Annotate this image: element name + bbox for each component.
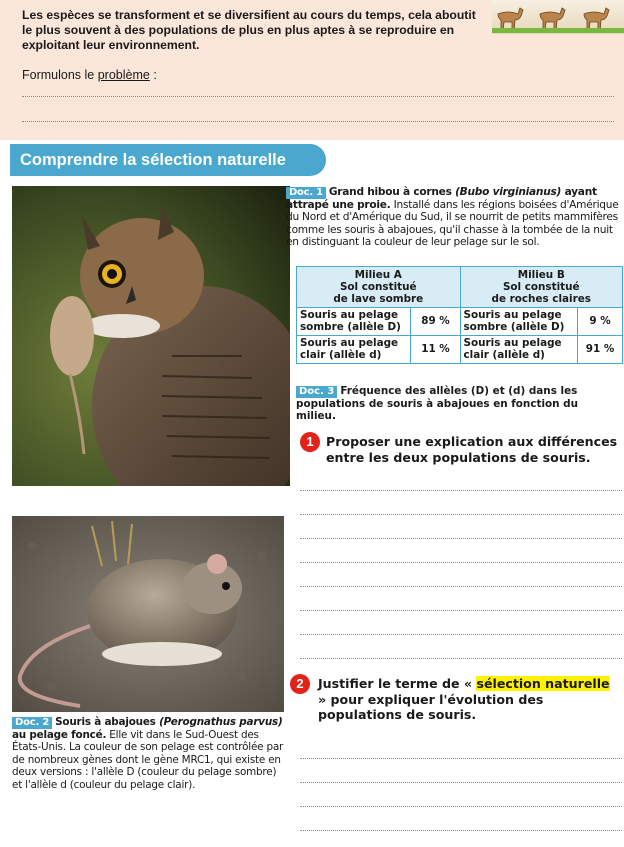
answer-line xyxy=(300,830,622,831)
doc3-tag: Doc. 3 xyxy=(296,386,337,398)
row-label: Souris au pelage sombre (allèle D) xyxy=(460,308,578,336)
answer-line xyxy=(300,490,622,491)
highlighted-term: sélection naturelle xyxy=(476,676,610,691)
problem-label: Formulons le problème : xyxy=(22,68,157,82)
answer-line xyxy=(22,96,614,97)
row-label: Souris au pelage clair (allèle d) xyxy=(460,336,578,364)
section-title: Comprendre la sélection naturelle xyxy=(10,144,326,176)
row-label: Souris au pelage clair (allèle d) xyxy=(297,336,411,364)
answer-line xyxy=(300,758,622,759)
doc3-caption: Doc. 3 Fréquence des allèles (D) et (d) dans les populations de souris à abajoues en fonction du milieu. xyxy=(296,385,578,423)
answer-line xyxy=(300,634,622,635)
doc1-caption: Doc. 1 Grand hibou à cornes (Bubo virginianus) ayant attrapé une proie. Installé dans les régions boisées d'Amérique du Nord et d'Amérique du Sud, il se nourrit de petits mammifères comme les souris à abajoues, qu'il chasse à la tombée de la nuit en distinguant la couleur de leur pelage sur le sol. xyxy=(286,186,619,249)
table-header-row xyxy=(297,267,623,308)
owl-photo xyxy=(12,186,290,486)
row-label: Souris au pelage sombre (allèle D) xyxy=(297,308,411,336)
answer-line xyxy=(300,586,622,587)
table-row xyxy=(297,308,623,336)
answer-line xyxy=(300,782,622,783)
answer-line xyxy=(300,658,622,659)
answer-line xyxy=(22,121,614,122)
answer-line xyxy=(300,538,622,539)
row-value: 89 % xyxy=(411,308,460,336)
question-2-number: 2 xyxy=(290,674,310,694)
row-value: 9 % xyxy=(578,308,623,336)
answer-line xyxy=(300,514,622,515)
question-1-number: 1 xyxy=(300,432,320,452)
allele-frequency-table xyxy=(296,266,623,364)
answer-line xyxy=(300,562,622,563)
doc2-caption: Doc. 2 Souris à abajoues (Perognathus parvus) au pelage foncé. Elle vit dans le Sud-Ouest des États-Unis. La couleur de son pelage est contrôlée par de nombreux gènes dont le gène MRC1, qui existe en deux versions : l'allèle D (couleur du pelage sombre) et l'allèle d (couleur du pelage clair). xyxy=(12,716,284,791)
intro-text: Les espèces se transforment et se diversifient au cours du temps, cela aboutit le plus souvent à des populations de plus en plus aptes à se reproduire en exploitant leur environnement. xyxy=(22,8,476,52)
doc1-tag: Doc. 1 xyxy=(286,187,326,199)
row-value: 11 % xyxy=(411,336,460,364)
doc2-tag: Doc. 2 xyxy=(12,717,52,729)
header-milieu-b: Milieu B Sol constitué de roches claires xyxy=(460,267,623,308)
question-1-text: Proposer une explication aux différences entre les deux populations de souris. xyxy=(326,434,618,465)
intro-panel xyxy=(0,0,624,140)
answer-line xyxy=(300,610,622,611)
grass-strip xyxy=(492,28,624,33)
table-row xyxy=(297,336,623,364)
answer-line xyxy=(300,806,622,807)
header-milieu-a: Milieu A Sol constitué de lave sombre xyxy=(297,267,461,308)
mouse-photo xyxy=(12,516,284,712)
question-2-text: Justifier le terme de « sélection naturelle » pour expliquer l'évolution des populations de souris. xyxy=(318,676,610,722)
row-value: 91 % xyxy=(578,336,623,364)
